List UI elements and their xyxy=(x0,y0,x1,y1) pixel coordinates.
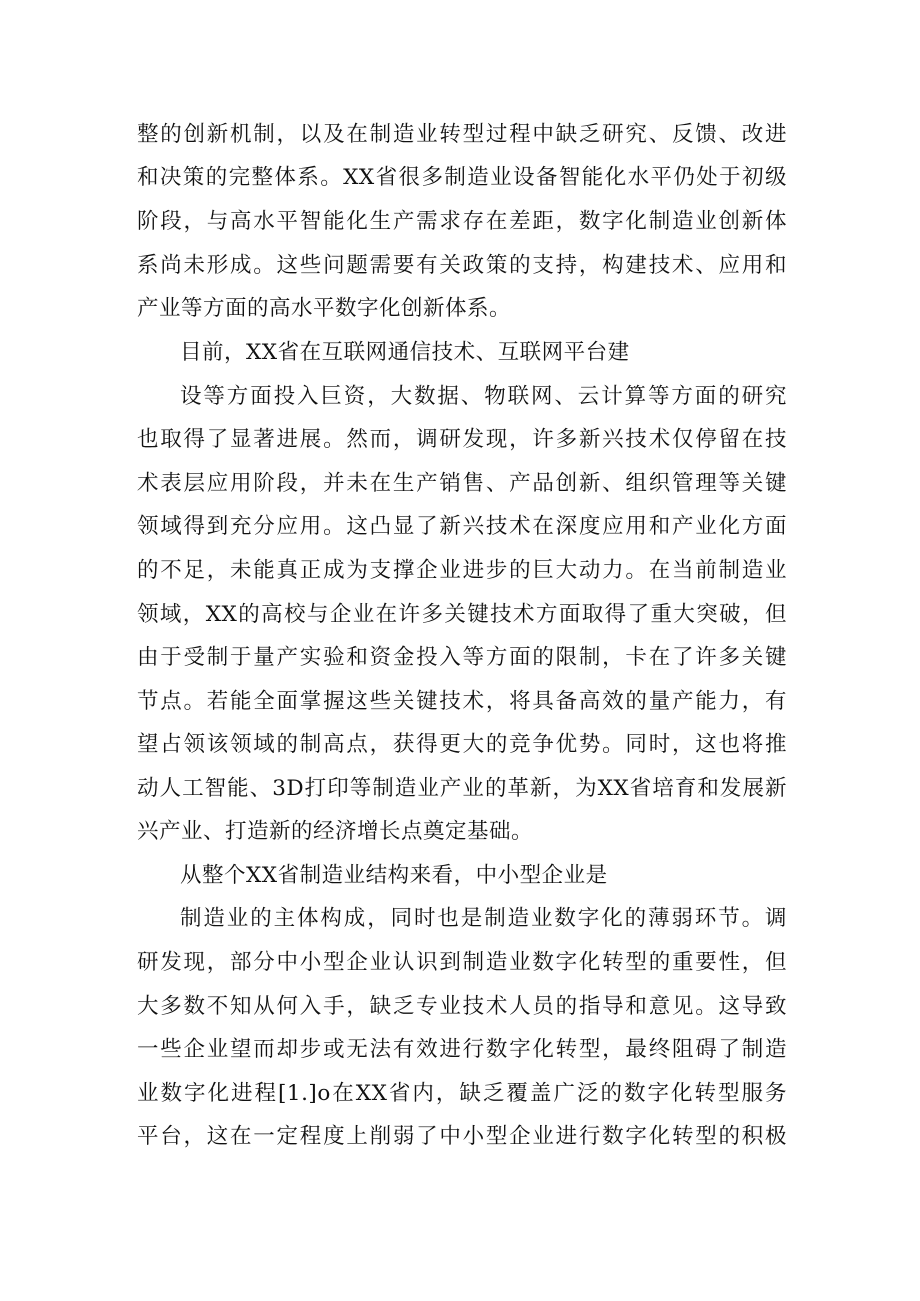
text-line: 领域，XX的高校与企业在许多关键技术方面取得了重大突破，但 xyxy=(137,602,787,627)
text-line: 整的创新机制，以及在制造业转型过程中缺乏研究、反馈、改进 xyxy=(137,122,787,147)
text-line: 大多数不知从何入手，缺乏专业技术人员的指导和意见。这导致 xyxy=(137,994,787,1019)
text-line: 术表层应用阶段，并未在生产销售、产品创新、组织管理等关键 xyxy=(137,471,787,496)
text-line: 望占领该领域的制高点，获得更大的竞争优势。同时，这也将推 xyxy=(137,732,787,757)
text-line: 从整个XX省制造业结构来看，中小型企业是 xyxy=(180,863,608,888)
text-line: 研发现，部分中小型企业认识到制造业数字化转型的重要性，但 xyxy=(137,950,787,975)
text-line: 系尚未形成。这些问题需要有关政策的支持，构建技术、应用和 xyxy=(137,253,787,278)
text-line: 产业等方面的高水平数字化创新体系。 xyxy=(137,296,512,321)
text-line: 兴产业、打造新的经济增长点奠定基础。 xyxy=(137,819,534,844)
text-line: 目前，XX省在互联网通信技术、互联网平台建 xyxy=(180,340,630,365)
text-line: 业数字化进程[1.]o在XX省内，缺乏覆盖广泛的数字化转型服务 xyxy=(137,1081,787,1106)
text-line: 制造业的主体构成，同时也是制造业数字化的薄弱环节。调 xyxy=(180,906,787,931)
text-line: 和决策的完整体系。XX省很多制造业设备智能化水平仍处于初级 xyxy=(137,165,787,190)
text-line: 动人工智能、3D打印等制造业产业的革新，为XX省培育和发展新 xyxy=(137,776,787,801)
text-line: 也取得了显著进展。然而，调研发现，许多新兴技术仅停留在技 xyxy=(137,427,787,452)
text-line: 平台，这在一定程度上削弱了中小型企业进行数字化转型的积极 xyxy=(137,1124,787,1149)
text-line: 的不足，未能真正成为支撑企业进步的巨大动力。在当前制造业 xyxy=(137,558,787,583)
text-line: 阶段，与高水平智能化生产需求存在差距，数字化制造业创新体 xyxy=(137,209,787,234)
text-line: 由于受制于量产实验和资金投入等方面的限制，卡在了许多关键 xyxy=(137,645,787,670)
text-line: 节点。若能全面掌握这些关键技术，将具备高效的量产能力，有 xyxy=(137,689,787,714)
text-line: 领域得到充分应用。这凸显了新兴技术在深度应用和产业化方面 xyxy=(137,514,787,539)
text-line: 一些企业望而却步或无法有效进行数字化转型，最终阻碍了制造 xyxy=(137,1037,787,1062)
text-line: 设等方面投入巨资，大数据、物联网、云计算等方面的研究 xyxy=(180,384,787,409)
